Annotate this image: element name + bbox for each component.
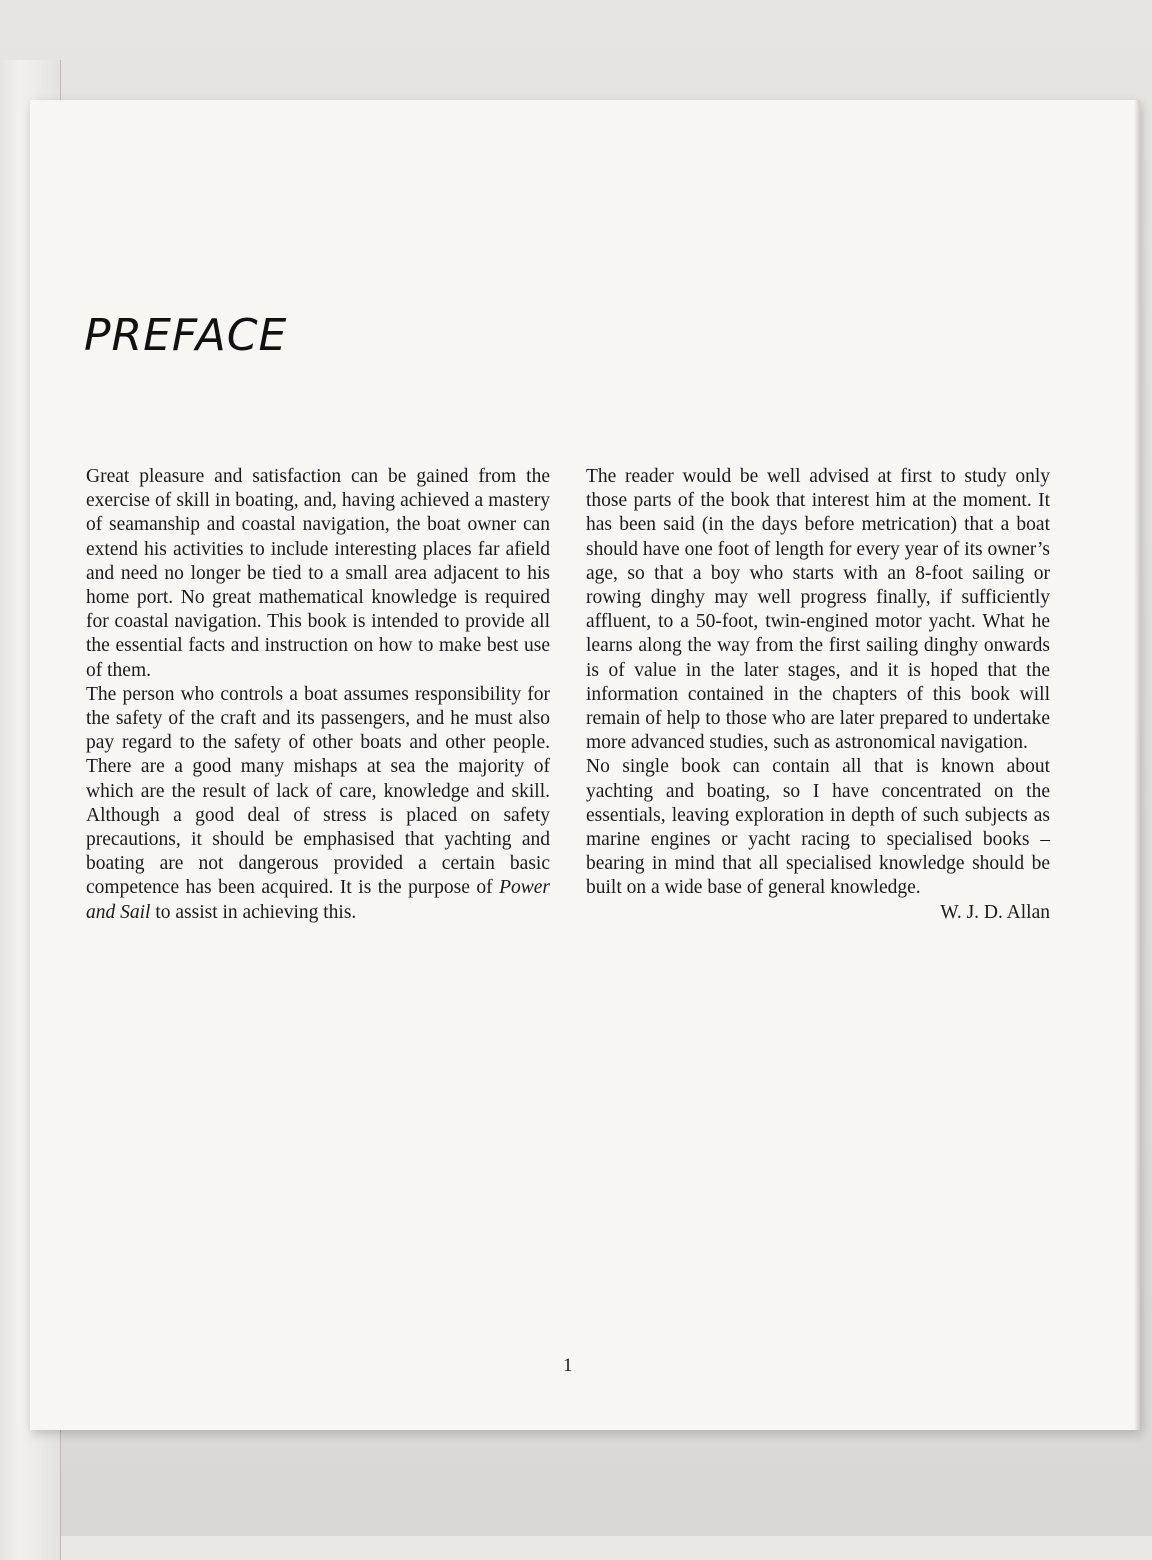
page-edge-shadow	[1134, 100, 1140, 1430]
left-column	[86, 465, 550, 925]
left-paragraph-2-end: to assist in achieving this.	[150, 901, 357, 923]
right-paragraph-1: The reader would be well advised at first to study only those parts of the book that interest him at the moment. It has been said (in the days before metrication) that a boat should have one foot of length for every year of its owner’s age, so that a boy who starts with an 8-foot sailing or rowing dinghy may well progress finally, if sufficiently affluent, to a 50-foot, twin-engined motor yacht. What he learns along the way from the first sailing dinghy onwards is of value in the later stages, and it is hoped that the information contained in the chapters of this book will remain of help to those who are later prepared to undertake more advanced studies, such as astronomical navigation.	[586, 466, 1050, 754]
book-title: Power and Sail	[86, 877, 550, 923]
book-page	[30, 100, 1140, 1430]
left-paragraph-2	[86, 683, 550, 925]
left-paragraph-2-text: The person who controls a boat assumes responsibility for the safety of the craft and its passengers, and he must also pay regard to the safety of other boats and other people. There are a good many mishaps at sea the majority of which are the result of lack of care, knowledge and skill. Although a good deal of stress is placed on safety precautions, it should be emphasised that yachting and boating are not dangerous provided a certain basic competence has been acquired. It is the purpose of	[86, 683, 550, 899]
right-column	[586, 465, 1050, 925]
author-signature: W. J. D. Allan	[940, 901, 1050, 923]
right-paragraph-2: No single book can contain all that is known about yachting and boating, so I have concentrated on the essentials, leaving exploration in depth of such subjects as marine engines or yacht racing to specialised books – bearing in mind that all specialised knowledge should be built on a wide base of general knowledge.	[586, 756, 1050, 899]
left-paragraph-1: Great pleasure and satisfaction can be gained from the exercise of skill in boating, and, having achieved a mastery of seamanship and coastal navigation, the boat owner can extend his activities to include interesting places far afield and need no longer be tied to a small area adjacent to his home port. No great mathematical knowledge is required for coastal navigation. This book is intended to provide all the essential facts and instruction on how to make best use of them.	[86, 466, 550, 681]
page-number: 1	[563, 1355, 573, 1376]
page-title: PREFACE	[84, 310, 288, 361]
